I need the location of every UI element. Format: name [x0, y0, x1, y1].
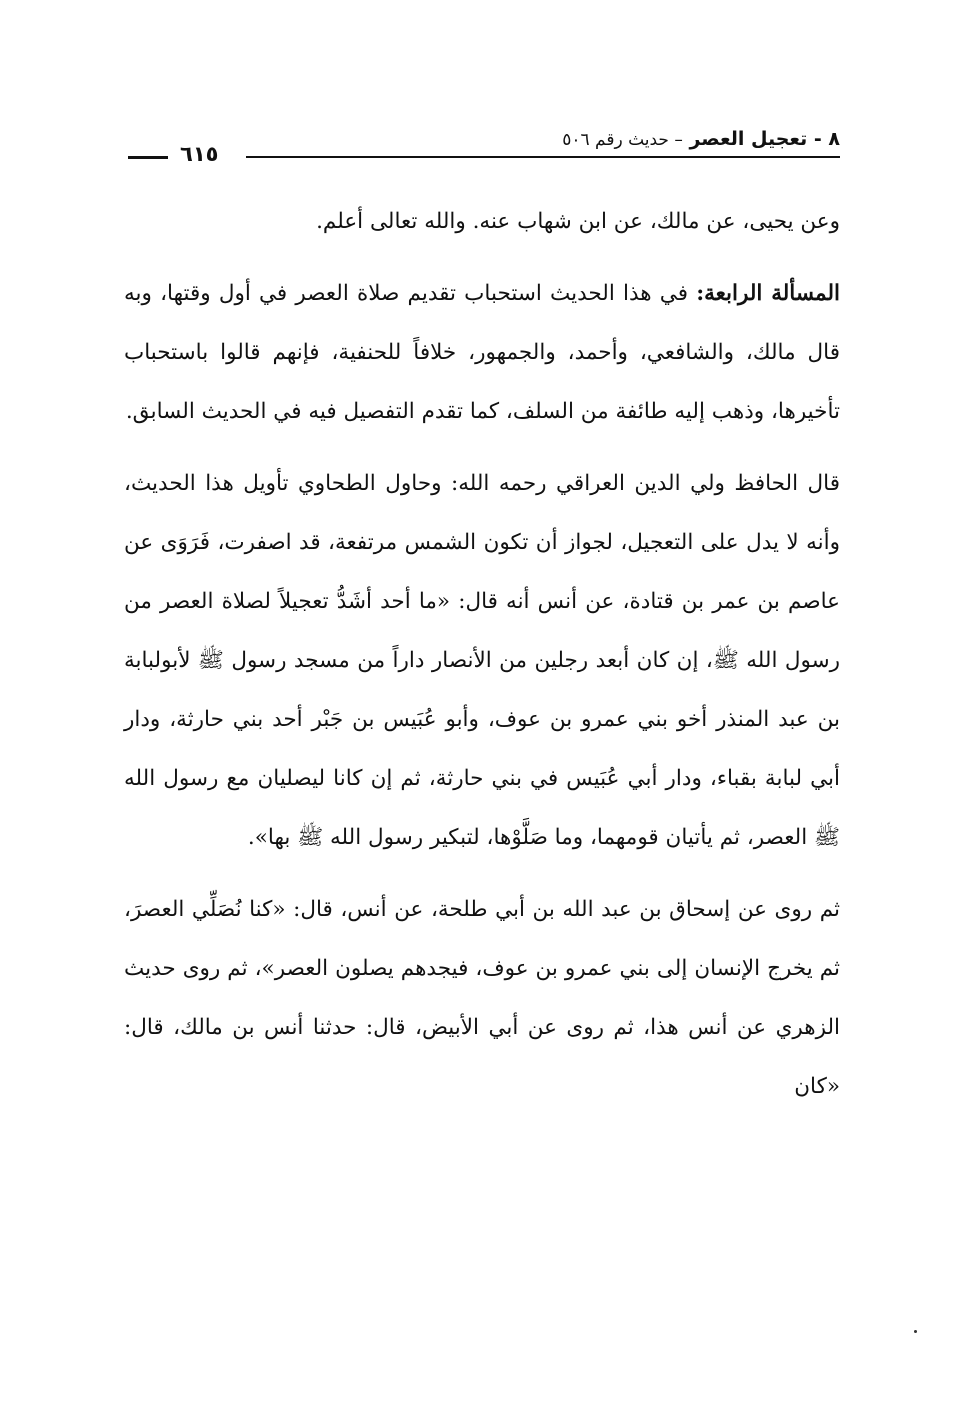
page-body — [124, 192, 840, 1116]
paragraph-2 — [124, 264, 840, 441]
paragraph-4: ثم روى عن إسحاق بن عبد الله بن أبي طلحة، عن أنس، قال: «كنا نُصَلِّي العصرَ، ثم يخرج الإنسان إلى بني عمرو بن عوف، فيجدهم يصلون العصر»، ثم روى حديث الزهري عن أنس هذا، ثم روى عن أبي الأبيض، قال: حدثنا أنس بن مالك، قال: «كان — [124, 897, 840, 1099]
running-header — [128, 126, 840, 170]
page-number-dash — [128, 156, 168, 159]
paragraph-2-text: في هذا الحديث استحباب تقديم صلاة العصر في أول وقتها، وبه قال مالك، والشافعي، وأحمد، والجمهور، خلافاً للحنفية، فإنهم قالوا باستحباب تأخيرها، وذهب إليه طائفة من السلف، كما تقدم التفصيل فيه في الحديث السابق. — [124, 281, 840, 424]
header-title — [562, 128, 840, 150]
paragraph-1: وعن يحيى، عن مالك، عن ابن شهاب عنه. والله تعالى أعلم. — [316, 209, 840, 234]
issue-heading: المسألة الرابعة: — [696, 281, 840, 306]
scan-speck — [914, 1330, 917, 1333]
paragraph-3: قال الحافظ ولي الدين العراقي رحمه الله: وحاول الطحاوي تأويل هذا الحديث، وأنه لا يدل على التعجيل، لجواز أن تكون الشمس مرتفعة، قد اصفرت، فَرَوَى عن عاصم بن عمر بن قتادة، عن أنس أنه قال: «ما أحد أشَدُّ تعجيلاً لصلاة العصر من رسول الله ﷺ، إن كان أبعد رجلين من الأنصار داراً من مسجد رسول ﷺ لأبولبابة بن عبد المنذر أخو بني عمرو بن عوف، وأبو عُبَيس بن جَبْر أحد بني حارثة، ودار أبي لبابة بقباء، ودار أبي عُبَيس في بني حارثة، ثم إن كانا ليصليان مع رسول الله ﷺ العصر، ثم يأتيان قومهما، وما صَلَّوْها، لتبكير رسول الله ﷺ بها». — [124, 471, 840, 850]
chapter-title: تعجيل العصر — [689, 128, 808, 150]
chapter-number: ٨ — [828, 128, 840, 150]
chapter-separator: - — [813, 128, 822, 150]
hadith-number: – حديث رقم ٥٠٦ — [562, 130, 683, 150]
page-number: ٦١٥ — [180, 142, 219, 166]
header-rule — [246, 156, 840, 158]
